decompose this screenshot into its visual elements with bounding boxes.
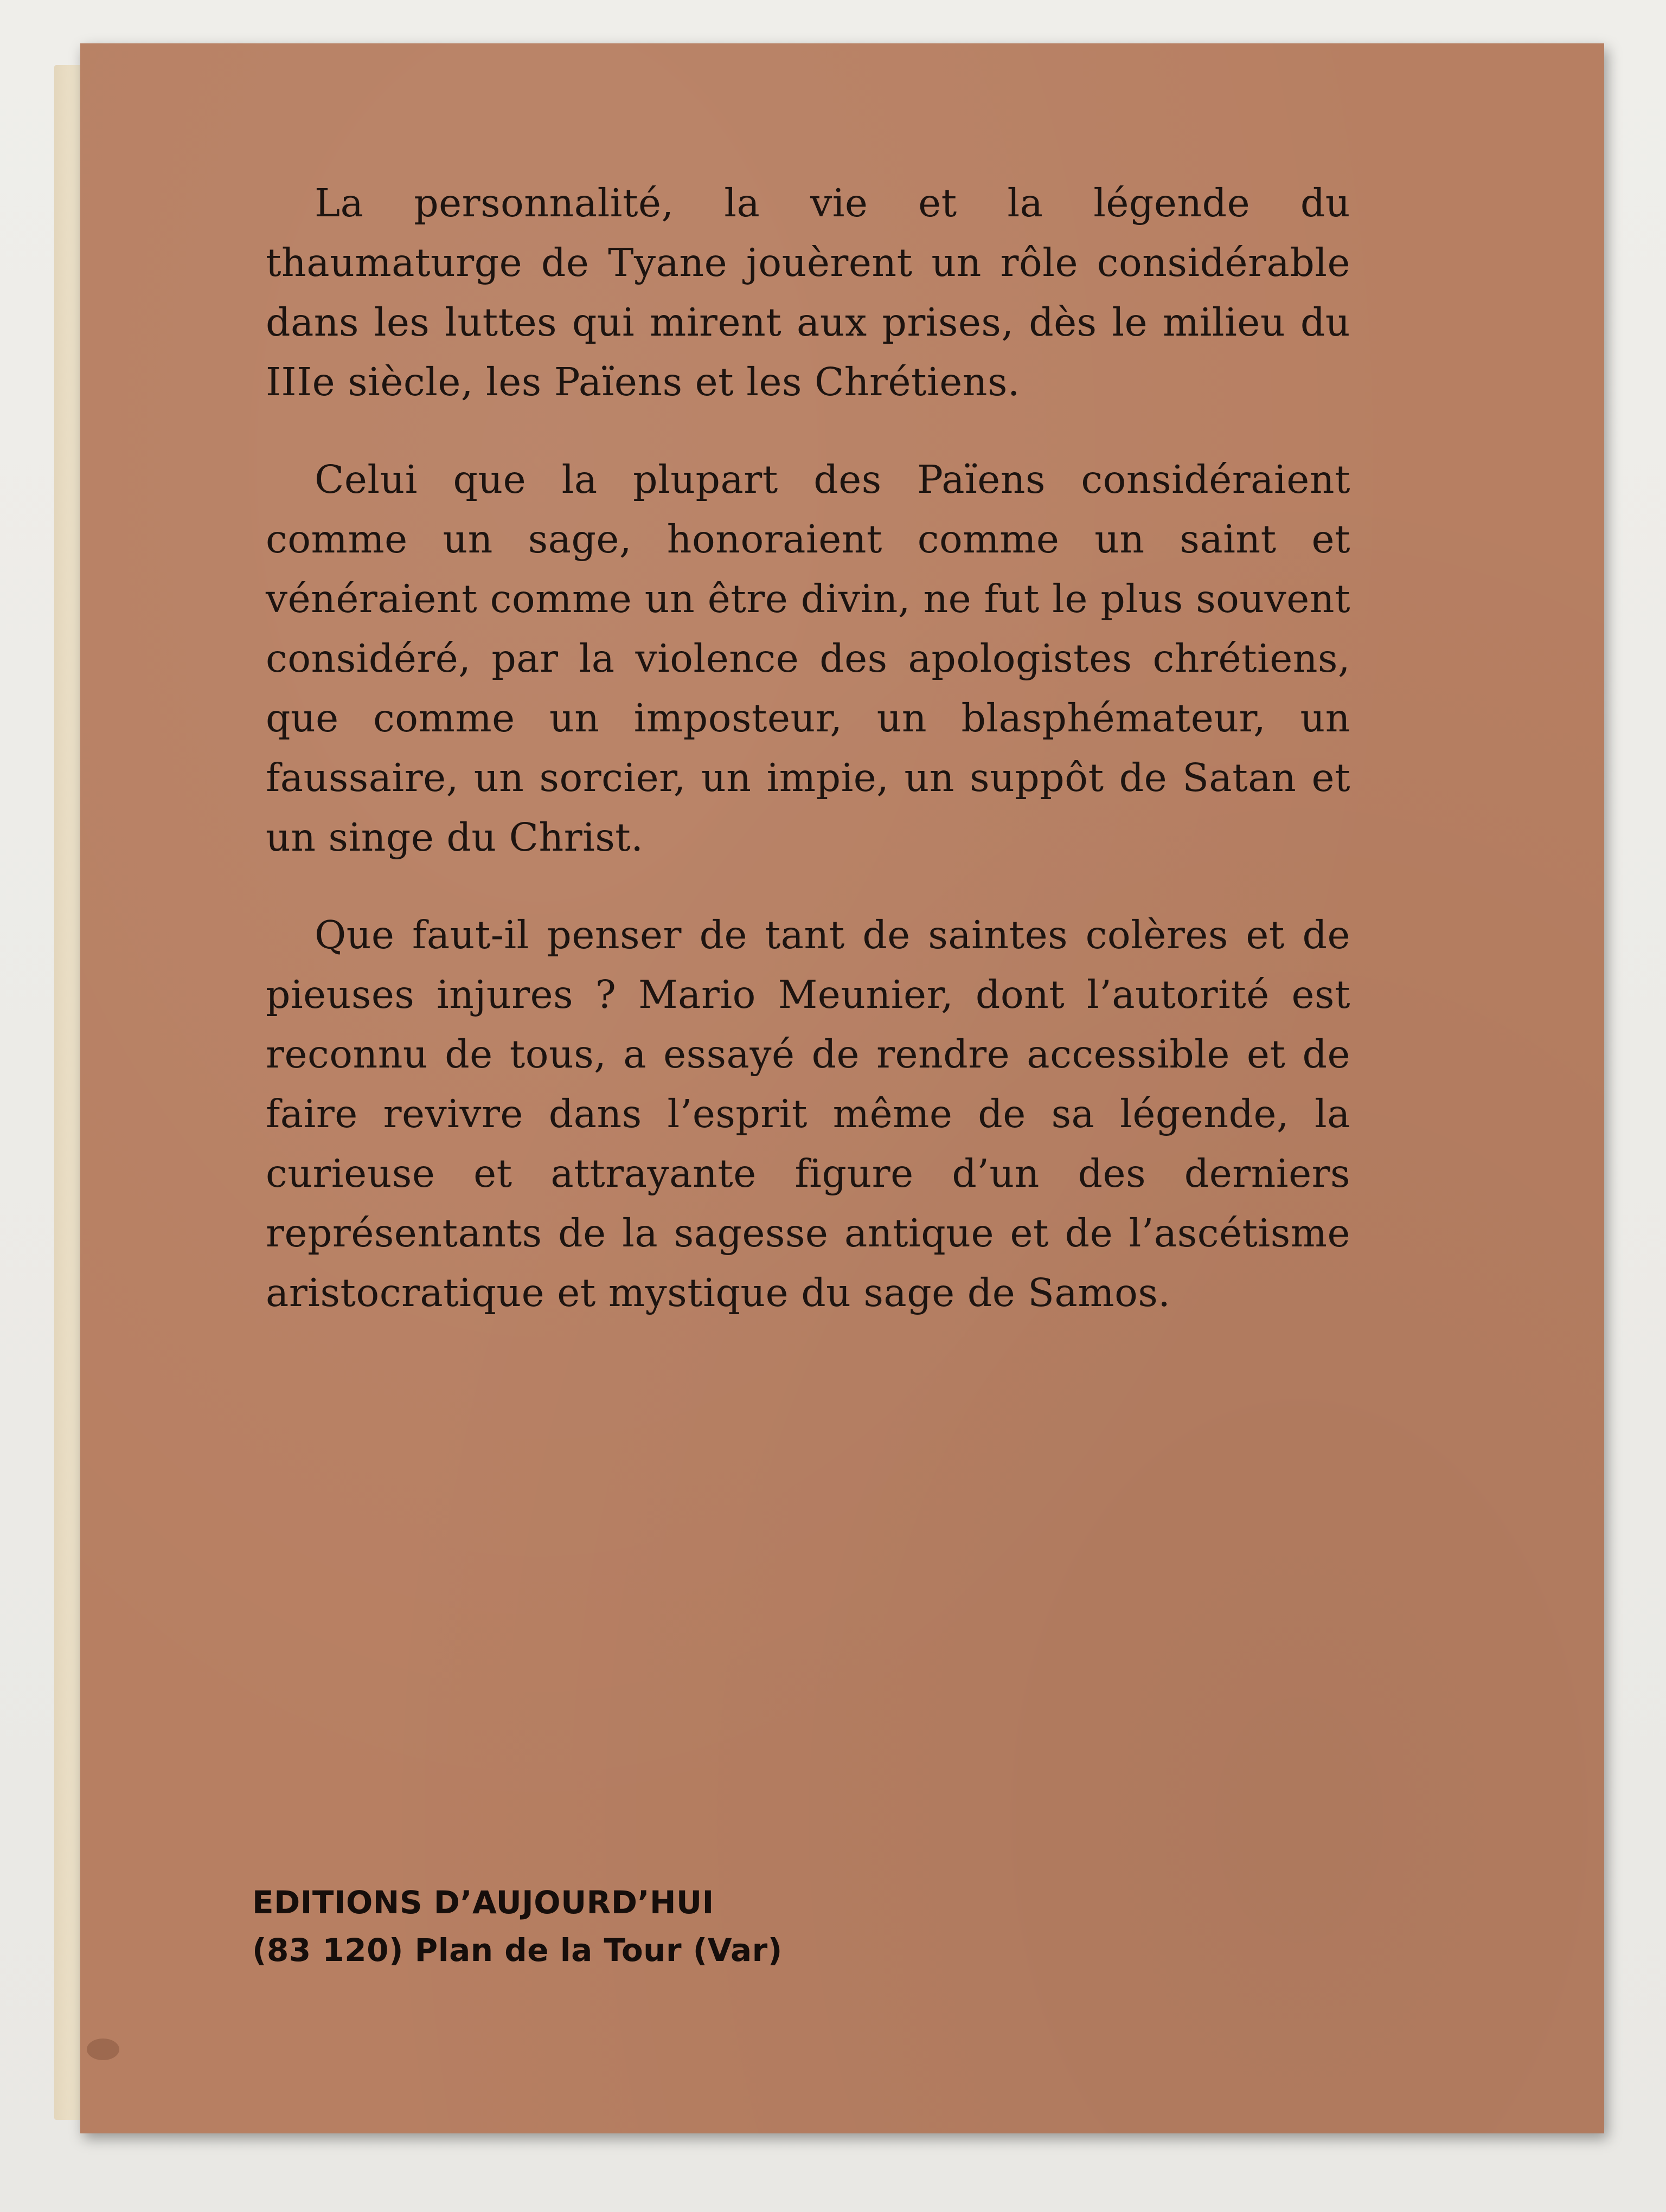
- back-cover-blurb: [266, 173, 1350, 1361]
- blurb-paragraph-1: La personnalité, la vie et la légende du thaumaturge de Tyane jouèrent un rôle considérable dans les luttes qui mirent aux prises, dès le milieu du IIIe siècle, les Païens et les Chrétiens.: [266, 181, 1350, 404]
- cover-stain: [87, 2039, 119, 2060]
- blurb-paragraph-2: Celui que la plupart des Païens considéraient comme un sage, honoraient comme un saint et vénéraient comme un être divin, ne fut le plus souvent considéré, par la violence des apologistes chrétiens, que comme un imposteur, un blasphémateur, un faussaire, un sorcier, un impie, un suppôt de Satan et un singe du Christ.: [266, 457, 1350, 860]
- publisher-name: EDITIONS D’AUJOURD’HUI: [252, 1884, 714, 1921]
- publisher-address: (83 120) Plan de la Tour (Var): [252, 1932, 783, 1969]
- publisher-block: [252, 1879, 783, 1974]
- blurb-paragraph-3: Que faut-il penser de tant de saintes colères et de pieuses injures ? Mario Meunier, dont l’autorité est reconnu de tous, a essayé de rendre accessible et de faire revivre dans l’esprit même de sa légende, la curieuse et attrayante figure d’un des derniers représentants de la sagesse antique et de l’ascétisme aristocratique et mystique du sage de Samos.: [266, 912, 1350, 1315]
